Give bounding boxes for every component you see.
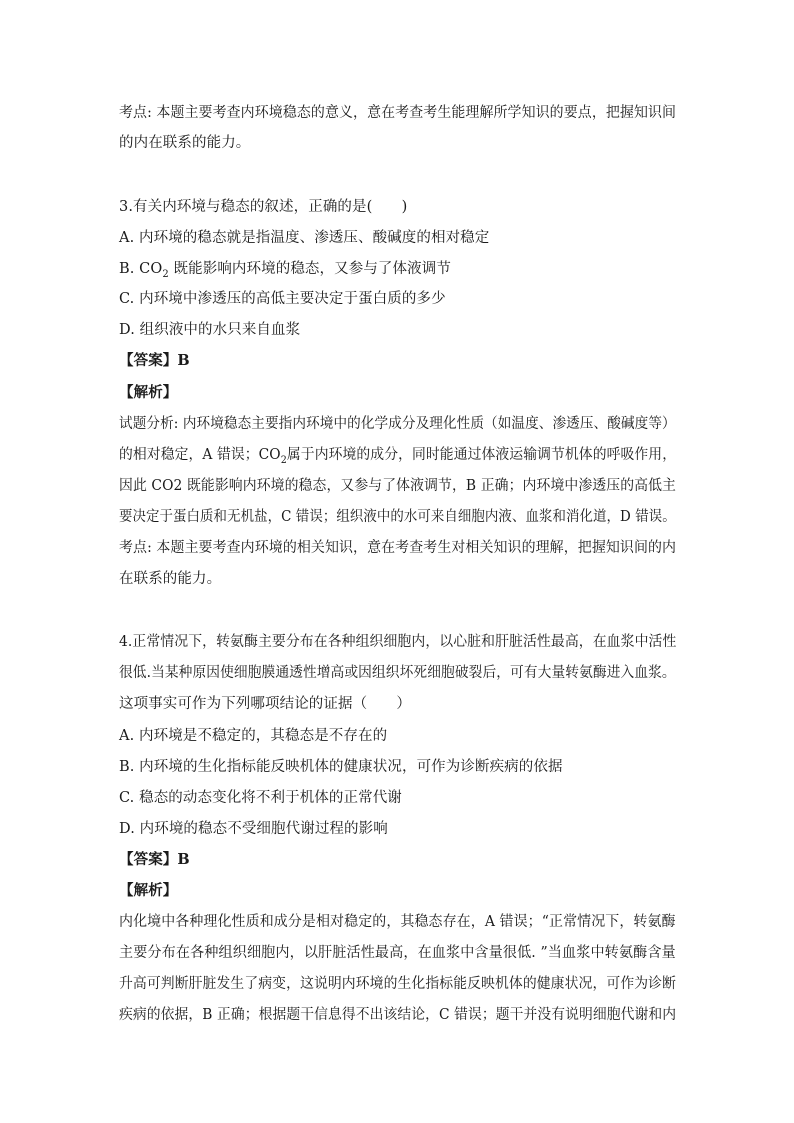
question-3-analysis-line-2: 的相对稳定，A 错误；$CO_2$属于内环境的成分，同时能通过体液运输调节机体的呼吸作用，: [119, 447, 677, 466]
question-3-answer: 【答案】B: [119, 352, 190, 369]
question-3-stem: 3.有关内环境与稳态的叙述，正确的是( ): [119, 199, 408, 215]
question-4-analysis-line-4: 疾病的依据，B 正确；根据题干信息得不出该结论，C 错误；题干并没有说明细胞代谢和内: [119, 1007, 677, 1023]
question-4-analysis-label: 【解析】: [119, 882, 178, 899]
question-4-option-b: B. 内环境的生化指标能反映机体的健康状况，可作为诊断疾病的依据: [119, 759, 563, 775]
question-4-analysis-line-1: 内化境中各种理化性质和成分是相对稳定的，其稳态存在，A 错误；“正常情况下，转氨酶: [119, 914, 676, 930]
question-3-analysis-line-6: 在联系的能力。: [119, 571, 222, 587]
question-4-option-c: C. 稳态的动态变化将不利于机体的正常代谢: [119, 790, 402, 806]
question-3-option-a: A. 内环境的稳态就是指温度、渗透压、酸碱度的相对稳定: [119, 230, 490, 246]
question-4-stem-line-1: 4.正常情况下，转氨酶主要分布在各种组织细胞内，以心脏和肝脏活性最高，在血浆中活性: [119, 634, 677, 650]
question-3-analysis-line-1: 试题分析: 内环境稳态主要指内环境中的化学成分及理化性质（如温度、渗透压、酸碱度等）: [119, 416, 676, 432]
question-3-analysis-line-5: 考点: 本题主要考查内环境的相关知识，意在考查考生对相关知识的理解，把握知识间的内: [119, 540, 677, 556]
question-4-stem-line-2: 很低.当某种原因使细胞膜通透性增高或因组织坏死细胞破裂后，可有大量转氨酶进入血浆。: [119, 665, 676, 681]
question-4-option-d: D. 内环境的稳态不受细胞代谢过程的影响: [119, 821, 388, 837]
question-3-analysis-line-3: 因此 CO2 既能影响内环境的稳态，又参与了体液调节，B 正确；内环境中渗透压的高低主: [119, 478, 676, 494]
question-4-analysis-line-3: 升高可判断肝脏发生了病变，这说明内环境的生化指标能反映机体的健康状况，可作为诊断: [119, 976, 677, 992]
question-4-analysis-line-2: 主要分布在各种组织细胞内，以肝脏活性最高，在血浆中含量很低. ”当血浆中转氨酶含量: [119, 945, 676, 961]
question-3-option-d: D. 组织液中的水只来自血浆: [119, 322, 301, 338]
consideration-line-2: 的内在联系的能力。: [119, 135, 251, 151]
question-3-analysis-line-4: 要决定于蛋白质和无机盐，C 错误；组织液中的水可来自细胞内液、血浆和消化道，D 错误。: [119, 509, 676, 525]
question-3-option-b: B. $CO_2$ 既能影响内环境的稳态，又参与了体液调节: [119, 261, 451, 280]
question-4-option-a: A. 内环境是不稳定的，其稳态是不存在的: [119, 728, 388, 744]
question-4-stem-line-3: 这项事实可作为下列哪项结论的证据（ ）: [119, 696, 411, 712]
question-4-answer: 【答案】B: [119, 851, 190, 868]
question-3-analysis-label: 【解析】: [119, 384, 178, 401]
question-3-option-c: C. 内环境中渗透压的高低主要决定于蛋白质的多少: [119, 291, 446, 307]
consideration-line-1: 考点: 本题主要考查内环境稳态的意义，意在考查考生能理解所学知识的要点，把握知识间: [119, 105, 677, 121]
